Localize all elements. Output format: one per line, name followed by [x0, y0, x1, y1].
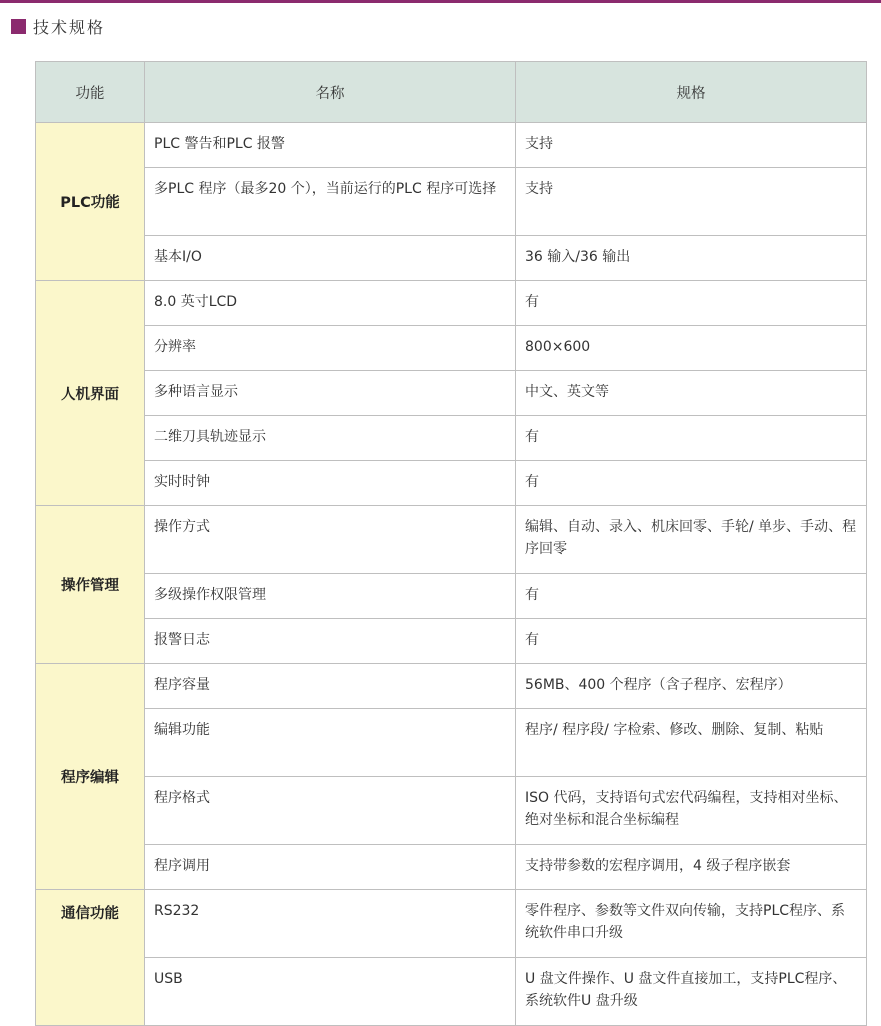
table-row: [36, 416, 867, 461]
header-spec: 规格: [516, 62, 867, 123]
row-name: 程序格式: [145, 777, 516, 845]
table-row: [36, 168, 867, 236]
row-name: 多PLC 程序（最多20 个），当前运行的PLC 程序可选择: [145, 168, 516, 236]
square-marker-icon: [11, 19, 26, 34]
table-header-row: [36, 62, 867, 123]
row-spec: 支持: [516, 168, 867, 236]
row-spec: 有: [516, 461, 867, 506]
row-name: RS232: [145, 890, 516, 958]
row-name: PLC 警告和PLC 报警: [145, 123, 516, 168]
row-name: 程序调用: [145, 845, 516, 890]
row-spec: 编辑、自动、录入、机床回零、手轮/ 单步、手动、程序回零: [516, 506, 867, 574]
row-spec: 有: [516, 281, 867, 326]
table-row: [36, 574, 867, 619]
table-row: [36, 890, 867, 958]
table-row: [36, 958, 867, 1026]
row-spec: 支持带参数的宏程序调用，4 级子程序嵌套: [516, 845, 867, 890]
row-spec: 零件程序、参数等文件双向传输，支持PLC程序、系统软件串口升级: [516, 890, 867, 958]
table-row: [36, 123, 867, 168]
header-function: 功能: [36, 62, 145, 123]
row-spec: 有: [516, 619, 867, 664]
row-spec: 有: [516, 416, 867, 461]
row-name: 操作方式: [145, 506, 516, 574]
row-name: 多种语言显示: [145, 371, 516, 416]
row-name: 二维刀具轨迹显示: [145, 416, 516, 461]
category-cell: 人机界面: [36, 281, 145, 506]
row-name: 程序容量: [145, 664, 516, 709]
row-spec: 中文、英文等: [516, 371, 867, 416]
row-name: USB: [145, 958, 516, 1026]
table-row: [36, 709, 867, 777]
category-cell: 通信功能: [36, 890, 145, 1026]
top-accent-rule: [0, 0, 881, 3]
row-spec: 支持: [516, 123, 867, 168]
table-row: [36, 619, 867, 664]
category-cell: PLC功能: [36, 123, 145, 281]
row-spec: U 盘文件操作、U 盘文件直接加工，支持PLC程序、系统软件U 盘升级: [516, 958, 867, 1026]
table-row: [36, 506, 867, 574]
spec-table: [35, 61, 867, 1026]
row-name: 编辑功能: [145, 709, 516, 777]
row-spec: 有: [516, 574, 867, 619]
table-row: [36, 461, 867, 506]
row-spec: 36 输入/36 输出: [516, 236, 867, 281]
row-name: 分辨率: [145, 326, 516, 371]
row-name: 多级操作权限管理: [145, 574, 516, 619]
table-row: [36, 777, 867, 845]
section-header: [11, 14, 105, 38]
table-row: [36, 664, 867, 709]
table-row: [36, 281, 867, 326]
table-row: [36, 845, 867, 890]
header-name: 名称: [145, 62, 516, 123]
section-title: 技术规格: [33, 17, 106, 37]
row-name: 报警日志: [145, 619, 516, 664]
row-spec: 程序/ 程序段/ 字检索、修改、删除、复制、粘贴: [516, 709, 867, 777]
table-row: [36, 326, 867, 371]
row-spec: 800×600: [516, 326, 867, 371]
category-cell: 操作管理: [36, 506, 145, 664]
table-row: [36, 236, 867, 281]
row-spec: 56MB、400 个程序（含子程序、宏程序）: [516, 664, 867, 709]
table-row: [36, 371, 867, 416]
row-name: 8.0 英寸LCD: [145, 281, 516, 326]
row-spec: ISO 代码，支持语句式宏代码编程，支持相对坐标、绝对坐标和混合坐标编程: [516, 777, 867, 845]
row-name: 基本I/O: [145, 236, 516, 281]
category-cell: 程序编辑: [36, 664, 145, 890]
row-name: 实时时钟: [145, 461, 516, 506]
